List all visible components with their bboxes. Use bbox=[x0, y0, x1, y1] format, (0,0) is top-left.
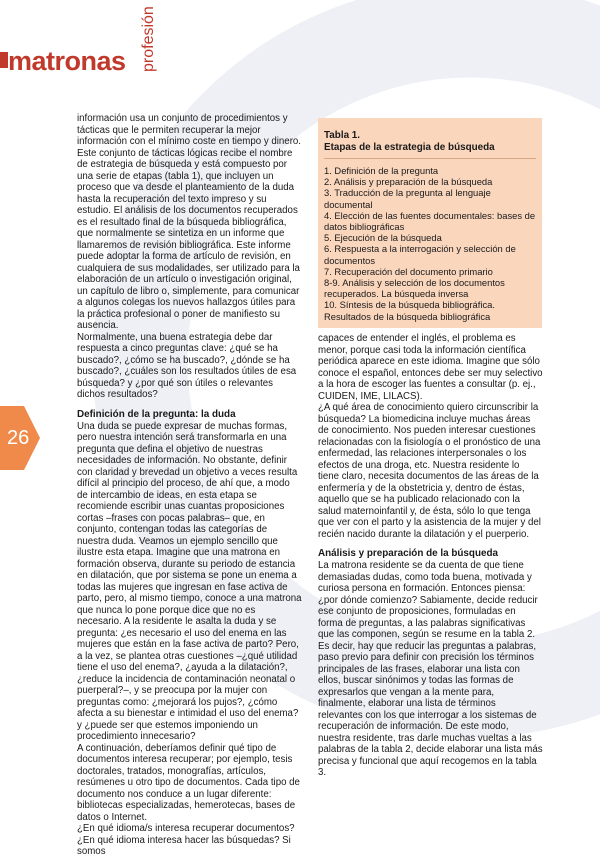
table-title-line: Etapas de la estrategia de búsqueda bbox=[324, 142, 495, 153]
paragraph: ¿En qué idioma/s interesa recuperar documentos? ¿En qué idioma interesa hacer las búsquedas? Si somos bbox=[77, 823, 295, 857]
section-heading: Definición de la pregunta: la duda bbox=[77, 408, 236, 420]
paragraph: La matrona residente se da cuenta de que tiene demasiadas dudas, como toda buena, motivada y curiosa persona en formación. Entonces piensa: ¿por dónde comienzo? Sabiamente, decide reducir ese conjunto de proposiciones, formuladas en forma de preguntas, a las palabras significativas que las componen, según se resume en la tabla 2. bbox=[318, 560, 538, 640]
paragraph: Normalmente, una buena estrategia debe dar respuesta a cinco preguntas clave: ¿qué se ha buscado?, ¿cómo se ha buscado?, ¿dónde se ha buscado?, ¿cuáles son los resultados útiles de esa búsqueda? y ¿por qué son útiles o relevantes dichos resultados? bbox=[77, 331, 297, 400]
table-list bbox=[324, 165, 538, 322]
table-item: 7. Recuperación del documento primario bbox=[324, 265, 493, 277]
table-item: 4. Elección de las fuentes documentales: bases de datos bibliográficas bbox=[324, 209, 536, 233]
journal-logo-subtitle: profesión bbox=[140, 6, 157, 72]
journal-logo: matronas bbox=[8, 46, 126, 76]
table-item: 1. Definición de la pregunta bbox=[324, 165, 439, 176]
table-title-line: Tabla 1. bbox=[324, 130, 361, 141]
paragraph: Una duda se puede expresar de muchas formas, pero nuestra intención será transformarla en una pregunta que defina el objetivo de nuestras necesidades de información. No obstante, definir con claridad y brevedad un objetivo a veces resulta difícil al principio del proceso, de ahí que, a modo de intercambio de ideas, en esta etapa se recomiende escribir unas cuantas proposiciones cortas –frases con pocas palabras– que, en conjunto, contengan todas las categorías de nuestra duda. Veamos un ejemplo sencillo que ilustre esta etapa. Imagine que una matrona en formación observa, durante su periodo de estancia en dilatación, que por sistema se pone un enema a todas las mujeres que ingresan en fase activa de parto, pero, al mismo tiempo, conoce a una matrona que nunca lo pone porque dice que no es necesario. A la residente le asalta la duda y se pregunta: ¿es necesario el uso del enema en las mujeres que están en la fase activa de parto? Pero, a la vez, se plantea otras cuestiones –¿qué utilidad tiene el uso del enema?, ¿ayuda a la dilatación?, ¿reduce la incidencia de contaminación neonatal o puerperal?–, y se preocupa por la mujer con preguntas como: ¿mejorará los pujos?, ¿cómo afecta a su bienestar e intimidad el uso del enema? y ¿puede ser que estemos imponiendo un procedimiento innecesario? bbox=[77, 420, 302, 742]
logo-accent-bar bbox=[0, 52, 8, 68]
paragraph: capaces de entender el inglés, el problema es menor, porque casi toda la información científica periódica aparece en este idioma. Imagine que sólo conoce el español, entonces debe ser muy selectivo a la hora de escoger las fuentes a consultar (p. ej., CUIDEN, IME, LILACS). bbox=[318, 333, 543, 402]
text-column-left bbox=[77, 113, 302, 858]
table-divider bbox=[324, 158, 536, 159]
section-heading: Análisis y preparación de la búsqueda bbox=[318, 548, 499, 559]
table-item: 3. Traducción de la pregunta al lenguaje documental bbox=[324, 187, 491, 210]
table-item: 6. Respuesta a la interrogación y selección de documentos bbox=[324, 243, 516, 266]
table-item: 10. Síntesis de la búsqueda bibliográfica. Resultados de la búsqueda bibliográfica bbox=[324, 299, 495, 322]
table-title bbox=[324, 130, 495, 154]
table-item: 5. Ejecución de la búsqueda bbox=[324, 232, 442, 244]
table-item: 8-9. Análisis y selección de los documentos recuperados. La búsqueda inversa bbox=[324, 277, 505, 300]
paragraph: A continuación, deberíamos definir qué tipo de documentos interesa recuperar; por ejemplo, tesis doctorales, tratados, monografías, artículos, resúmenes u otro tipo de documentos. Cada tipo de documento nos conduce a un lugar diferente: bibliotecas especializadas, hemerotecas, bases de datos o Internet. bbox=[77, 742, 300, 823]
page-number: 26 bbox=[7, 427, 30, 449]
table-1-box bbox=[318, 118, 542, 328]
paragraph: información usa un conjunto de procedimientos y tácticas que le permiten recuperar la mejor información con el mínimo coste en tiempo y dinero. Este conjunto de tácticas lógicas recibe el nombre de estrategia de búsqueda y está compuesto por una serie de etapas (tabla 1), que incluyen un proceso que va desde el planteamiento de la duda hasta la recuperación del texto impreso y su estudio. El análisis de los documentos recuperados es el resultado final de la búsqueda bibliográfica, que normalmente se sintetiza en un informe que llamaremos de revisión bibliográfica. Este informe puede adoptar la forma de artículo de revisión, en cualquiera de sus modalidades, ser utilizado para la elaboración de un artículo o investigación original, un capítulo de libro o, simplemente, para comunicar a algunos colegas los nuevos hallazgos útiles para la práctica profesional o poner de manifiesto su ausencia. bbox=[77, 113, 301, 331]
text-column-right bbox=[318, 333, 543, 779]
paragraph: ¿A qué área de conocimiento quiero circunscribir la búsqueda? La biomedicina incluye muchas áreas de conocimiento. Nos pueden interesar cuestiones relacionadas con la fisiología o el pronóstico de una enfermedad, las relaciones interpersonales o los efectos de una droga, etc. Nuestra residente lo tiene claro, necesita documentos de las áreas de la enfermería y de la obstetricia y, dentro de éstas, aquello que se ha publicado relacionado con la salud maternoinfantil y, de ésta, sólo lo que tenga que ver con el parto y la asistencia de la mujer y del recién nacido durante la dilatación y el puerperio. bbox=[318, 402, 541, 540]
table-item: 2. Análisis y preparación de la búsqueda bbox=[324, 176, 493, 188]
paragraph: Es decir, hay que reducir las preguntas a palabras, paso previo para definir con precisión los términos principales de las frases, elaborar una lista con ellos, buscar sinónimos y todas las formas de expresarlos que vengan a la mente para, finalmente, elaborar una lista de términos relevantes con los que interrogar a los sistemas de recuperación de información. De este modo, nuestra residente, tras darle muchas vueltas a las palabras de la tabla 2, decide elaborar una lista más precisa y funcional que aquí recogemos en la tabla 3. bbox=[318, 640, 543, 778]
